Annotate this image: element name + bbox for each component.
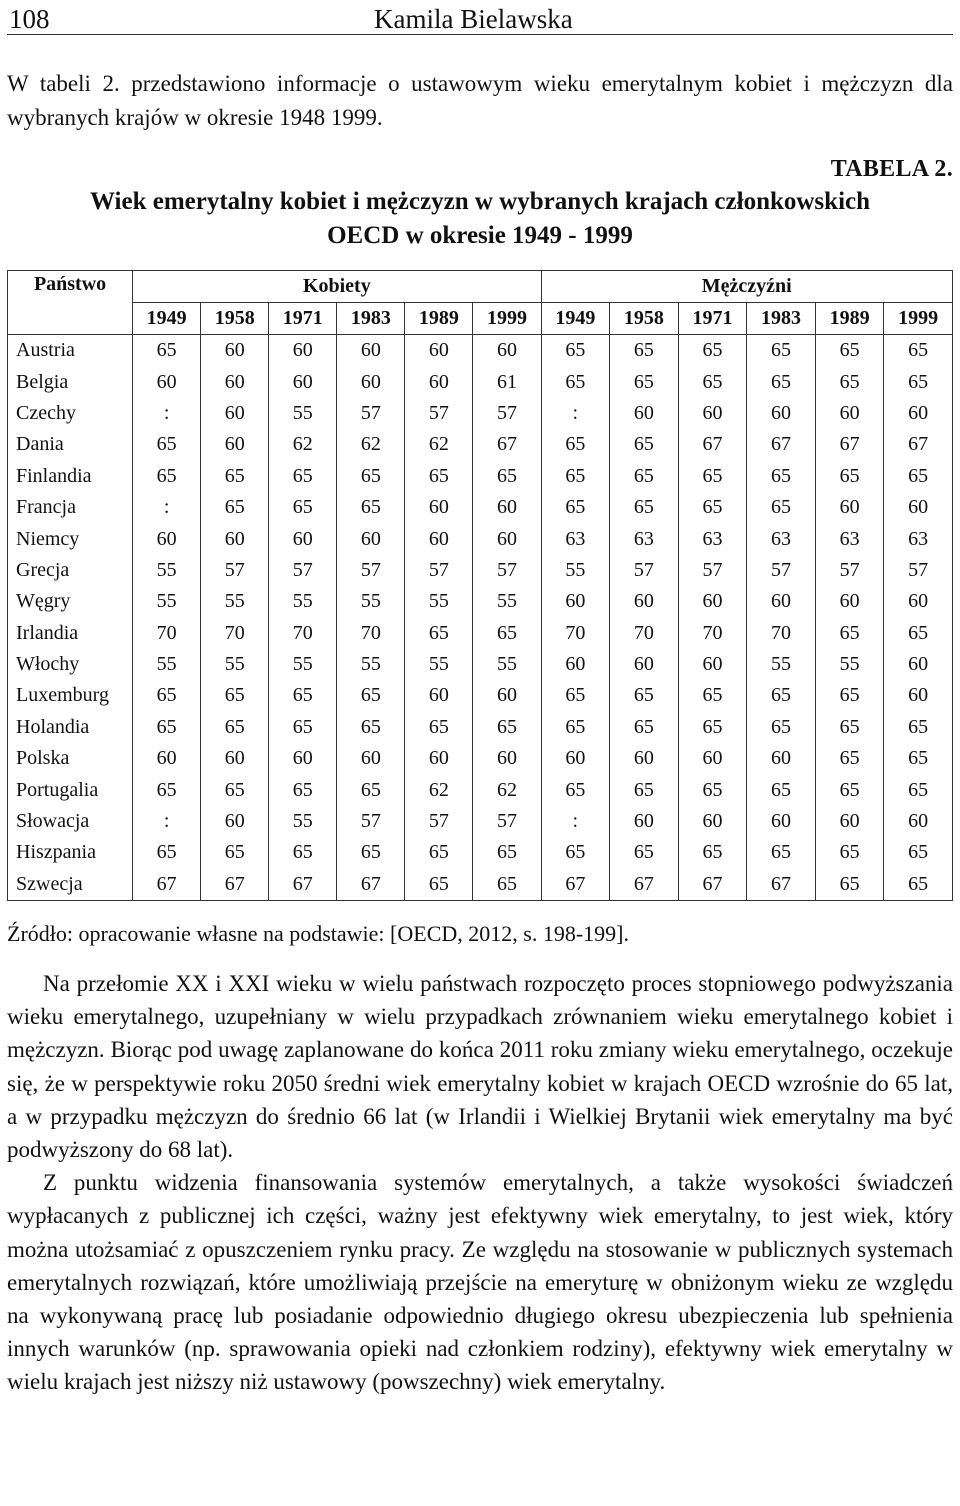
country-cell: Niemcy [8,523,133,554]
men-age-cell: 65 [884,366,953,397]
men-age-cell: 65 [815,774,884,805]
men-age-cell: 65 [541,335,610,367]
page-number: 108 [9,4,50,34]
men-age-cell: 67 [815,429,884,460]
women-age-cell: 65 [269,461,337,492]
men-age-cell: 65 [678,774,747,805]
men-age-cell: 65 [610,680,679,711]
country-cell: Dania [8,429,133,460]
women-age-cell: 65 [473,869,541,901]
men-age-cell: 65 [541,492,610,523]
women-age-cell: 60 [405,523,473,554]
women-age-cell: 55 [405,649,473,680]
intro-paragraph: W tabeli 2. przedstawiono informacje o ustawowym wieku emerytalnym kobiet i mężczyzn dla wybranych krajów w okresie 1948 1999. [7,71,953,130]
women-age-cell: 60 [269,335,337,367]
men-age-cell: 70 [610,618,679,649]
country-cell: Szwecja [8,869,133,901]
men-age-cell: 60 [678,806,747,837]
men-age-cell: 70 [747,618,816,649]
men-age-cell: 65 [678,366,747,397]
men-age-cell: 65 [815,618,884,649]
men-age-cell: 57 [884,555,953,586]
men-age-cell: 65 [815,461,884,492]
country-cell: Irlandia [8,618,133,649]
women-age-cell: 65 [201,461,269,492]
men-age-cell: 65 [815,837,884,868]
table-row [8,398,953,429]
year-header-women: 1949 [133,303,201,335]
women-age-cell: 60 [133,743,201,774]
country-cell: Finlandia [8,461,133,492]
men-age-cell: 60 [610,806,679,837]
men-age-cell: 65 [541,429,610,460]
men-age-cell: 63 [678,523,747,554]
men-age-cell: 65 [884,774,953,805]
men-age-cell: 63 [610,523,679,554]
running-head: Kamila Bielawska [374,4,573,34]
women-age-cell: 67 [201,869,269,901]
women-age-cell: 60 [133,366,201,397]
men-age-cell: : [541,806,610,837]
women-age-cell: 55 [269,398,337,429]
men-age-cell: 65 [815,743,884,774]
women-age-cell: 65 [337,774,405,805]
women-age-cell: 67 [269,869,337,901]
women-age-cell: 65 [201,492,269,523]
women-age-cell: : [133,806,201,837]
men-age-cell: 63 [747,523,816,554]
men-age-cell: 60 [815,398,884,429]
table-row [8,523,953,554]
women-age-cell: 67 [473,429,541,460]
women-age-cell: 65 [133,680,201,711]
country-cell: Grecja [8,555,133,586]
women-age-cell: 60 [201,429,269,460]
men-age-cell: 65 [747,335,816,367]
year-header-women: 1971 [269,303,337,335]
table-body [8,335,953,901]
men-age-cell: 65 [610,335,679,367]
table-row [8,837,953,868]
men-age-cell: 65 [678,680,747,711]
men-age-cell: 65 [610,837,679,868]
women-age-cell: 60 [405,680,473,711]
men-age-cell: 60 [884,680,953,711]
men-age-cell: 60 [815,586,884,617]
men-age-cell: 60 [747,398,816,429]
retirement-age-table [7,270,953,901]
women-age-cell: 60 [473,492,541,523]
men-age-cell: 65 [747,492,816,523]
country-cell: Luxemburg [8,680,133,711]
women-age-cell: 60 [405,335,473,367]
women-age-cell: 60 [337,523,405,554]
men-age-cell: 65 [884,461,953,492]
women-age-cell: 65 [133,837,201,868]
country-cell: Austria [8,335,133,367]
women-age-cell: 62 [405,774,473,805]
year-header-women: 1958 [201,303,269,335]
women-age-cell: 65 [201,712,269,743]
men-age-cell: 60 [884,649,953,680]
women-age-cell: 65 [337,680,405,711]
men-age-cell: 65 [541,837,610,868]
men-age-cell: 60 [678,649,747,680]
men-age-cell: 65 [884,837,953,868]
women-age-cell: 55 [201,586,269,617]
table-group-header-row [8,271,953,303]
men-age-cell: 65 [610,366,679,397]
year-header-women: 1983 [337,303,405,335]
men-age-cell: 65 [610,461,679,492]
men-age-cell: 60 [884,586,953,617]
men-age-cell: 60 [610,586,679,617]
table-row [8,743,953,774]
table-label: TABELA 2. [830,156,953,182]
women-age-cell: 65 [337,837,405,868]
men-age-cell: 60 [610,743,679,774]
women-age-cell: 60 [473,335,541,367]
women-age-cell: 57 [473,555,541,586]
women-age-cell: 62 [269,429,337,460]
men-age-cell: 65 [815,335,884,367]
men-age-cell: 65 [815,366,884,397]
country-cell: Holandia [8,712,133,743]
women-age-cell: 60 [405,366,473,397]
women-age-cell: 70 [201,618,269,649]
men-age-cell: 67 [747,429,816,460]
women-age-cell: 55 [473,649,541,680]
women-age-cell: 65 [133,335,201,367]
table-row [8,366,953,397]
women-age-cell: 62 [337,429,405,460]
men-age-cell: 60 [815,806,884,837]
men-age-cell: 55 [541,555,610,586]
table-row [8,586,953,617]
women-age-cell: 55 [133,586,201,617]
women-age-cell: 60 [337,743,405,774]
men-age-cell: 67 [678,429,747,460]
women-age-cell: 60 [337,366,405,397]
women-age-cell: 60 [473,523,541,554]
table-title-line-1: Wiek emerytalny kobiet i mężczyzn w wybranych krajach członkowskich [89,188,871,215]
women-age-cell: 60 [473,743,541,774]
men-age-cell: 60 [747,586,816,617]
country-cell: Francja [8,492,133,523]
women-age-cell: : [133,492,201,523]
women-age-cell: 60 [201,806,269,837]
women-age-cell: 55 [269,586,337,617]
men-age-cell: 65 [541,774,610,805]
women-age-cell: 55 [133,555,201,586]
table-row [8,680,953,711]
women-age-cell: 65 [133,461,201,492]
women-age-cell: 57 [473,806,541,837]
women-age-cell: 57 [269,555,337,586]
women-age-cell: 60 [201,743,269,774]
women-age-cell: 55 [269,806,337,837]
table-row [8,335,953,367]
men-age-cell: 55 [747,649,816,680]
men-age-cell: : [541,398,610,429]
men-age-cell: 65 [747,461,816,492]
men-age-cell: 57 [815,555,884,586]
men-age-cell: 67 [884,429,953,460]
women-age-cell: 55 [133,649,201,680]
women-age-cell: 55 [269,649,337,680]
women-age-cell: 65 [269,712,337,743]
body-paragraph-2: Z punktu widzenia finansowania systemów emerytalnych, a także wysokości świadczeń wypłacanych z publicznej ich części, ważny jest efektywny wiek emerytalny, to jest wiek, który można utożsamiać z opuszczeniem rynku pracy. Ze względu na stosowanie w publicznych systemach emerytalnych rozwiązań, które umożliwiają przejście na emeryturę w obniżonym wieku ze względu na wykonywaną pracę lub posiadanie odpowiednio długiego okresu ubezpieczenia lub spełnienia innych warunków (np. sprawowania opieki nad członkiem rodziny), efektywny wiek emerytalny w wielu krajach jest niższy niż ustawowy (powszechny) wiek emerytalny. [7,1170,953,1395]
men-age-cell: 57 [610,555,679,586]
men-age-cell: 60 [815,492,884,523]
country-cell: Węgry [8,586,133,617]
year-header-men: 1983 [747,303,816,335]
women-age-cell: 70 [269,618,337,649]
women-age-cell: 62 [405,429,473,460]
men-age-cell: 65 [678,712,747,743]
women-age-cell: 65 [201,837,269,868]
women-age-cell: 61 [473,366,541,397]
women-age-cell: 57 [337,555,405,586]
women-age-cell: 60 [269,523,337,554]
women-age-cell: 65 [133,429,201,460]
women-age-cell: 60 [405,492,473,523]
table-row [8,555,953,586]
men-age-cell: 65 [610,774,679,805]
men-age-cell: 65 [815,712,884,743]
year-header-men: 1958 [610,303,679,335]
table-row [8,869,953,901]
men-age-cell: 60 [747,743,816,774]
men-age-cell: 60 [678,398,747,429]
table-source-note: Źródło: opracowanie własne na podstawie: [OECD, 2012, s. 198-199]. [7,921,629,947]
women-age-cell: 55 [405,586,473,617]
women-age-cell: 55 [473,586,541,617]
women-age-cell: 65 [201,774,269,805]
men-age-cell: 65 [610,429,679,460]
page-header [7,0,953,35]
women-age-cell: : [133,398,201,429]
women-age-cell: 60 [269,366,337,397]
country-cell: Czechy [8,398,133,429]
women-age-cell: 65 [473,461,541,492]
women-age-cell: 55 [337,649,405,680]
men-age-cell: 60 [678,743,747,774]
men-age-cell: 60 [884,806,953,837]
women-age-cell: 60 [473,680,541,711]
women-age-cell: 60 [405,743,473,774]
men-age-cell: 65 [678,461,747,492]
women-age-cell: 55 [337,586,405,617]
men-age-cell: 65 [815,869,884,901]
women-age-cell: 65 [133,774,201,805]
women-age-cell: 65 [405,461,473,492]
men-age-cell: 65 [747,774,816,805]
women-age-cell: 65 [337,492,405,523]
men-age-cell: 65 [541,366,610,397]
men-age-cell: 60 [541,743,610,774]
country-cell: Portugalia [8,774,133,805]
women-age-cell: 65 [473,837,541,868]
men-age-cell: 65 [747,680,816,711]
year-header-men: 1989 [815,303,884,335]
women-age-cell: 65 [201,680,269,711]
men-age-cell: 63 [884,523,953,554]
women-age-cell: 65 [133,712,201,743]
men-age-cell: 65 [678,492,747,523]
men-age-cell: 55 [815,649,884,680]
men-age-cell: 70 [678,618,747,649]
women-age-cell: 65 [405,712,473,743]
table-row [8,461,953,492]
men-age-cell: 60 [678,586,747,617]
men-age-cell: 65 [884,712,953,743]
men-age-cell: 65 [884,618,953,649]
women-age-cell: 70 [337,618,405,649]
men-age-cell: 65 [678,335,747,367]
women-age-cell: 65 [337,712,405,743]
women-age-cell: 57 [405,555,473,586]
men-age-cell: 60 [884,398,953,429]
men-age-cell: 65 [884,743,953,774]
men-age-cell: 65 [747,712,816,743]
women-age-cell: 65 [337,461,405,492]
men-age-cell: 70 [541,618,610,649]
men-age-cell: 63 [815,523,884,554]
country-cell: Hiszpania [8,837,133,868]
women-group-header: Kobiety [133,271,541,303]
women-age-cell: 62 [473,774,541,805]
women-age-cell: 65 [269,680,337,711]
country-cell: Polska [8,743,133,774]
men-age-cell: 65 [747,366,816,397]
women-age-cell: 65 [269,492,337,523]
women-age-cell: 57 [473,398,541,429]
women-age-cell: 57 [201,555,269,586]
table-year-header-row [8,303,953,335]
men-age-cell: 65 [610,712,679,743]
women-age-cell: 57 [337,806,405,837]
men-age-cell: 65 [541,461,610,492]
women-age-cell: 57 [337,398,405,429]
men-age-cell: 60 [541,586,610,617]
men-age-cell: 60 [747,806,816,837]
country-column-header: Państwo [8,271,133,335]
men-age-cell: 63 [541,523,610,554]
body-paragraph-1: Na przełomie XX i XXI wieku w wielu państwach rozpoczęto proces stopniowego podwyższania wieku emerytalnego, uzupełniany w wielu przypadkach zrównaniem wieku emerytalnego kobiet i mężczyzn. Biorąc pod uwagę zaplanowane do końca 2011 roku zmiany wieku emerytalnego, oczekuje się, że w perspektywie roku 2050 średni wiek emerytalny kobiet w krajach OECD wzrośnie do 65 lat, a w przypadku mężczyzn do średnio 66 lat (w Irlandii i Wielkiej Brytanii wiek emerytalny ma być podwyższony do 68 lat). [7,971,953,1163]
year-header-women: 1989 [405,303,473,335]
table-row [8,618,953,649]
women-age-cell: 60 [133,523,201,554]
year-header-men: 1949 [541,303,610,335]
men-age-cell: 57 [747,555,816,586]
women-age-cell: 65 [405,837,473,868]
women-age-cell: 60 [337,335,405,367]
women-age-cell: 65 [405,618,473,649]
men-age-cell: 67 [541,869,610,901]
women-age-cell: 60 [201,366,269,397]
men-age-cell: 60 [541,649,610,680]
women-age-cell: 65 [473,712,541,743]
table-row [8,774,953,805]
year-header-men: 1971 [678,303,747,335]
men-age-cell: 65 [815,680,884,711]
women-age-cell: 60 [201,523,269,554]
women-age-cell: 60 [269,743,337,774]
table-row [8,806,953,837]
table-row [8,429,953,460]
men-age-cell: 65 [541,712,610,743]
table-row [8,712,953,743]
women-age-cell: 57 [405,398,473,429]
men-age-cell: 67 [747,869,816,901]
men-age-cell: 65 [747,837,816,868]
year-header-men: 1999 [884,303,953,335]
body-text [7,967,953,1399]
table-title [7,185,953,253]
women-age-cell: 60 [201,398,269,429]
men-age-cell: 60 [610,398,679,429]
women-age-cell: 55 [201,649,269,680]
men-group-header: Mężczyźni [541,271,952,303]
women-age-cell: 65 [269,837,337,868]
country-cell: Belgia [8,366,133,397]
country-cell: Włochy [8,649,133,680]
year-header-women: 1999 [473,303,541,335]
table-title-line-2: OECD w okresie 1949 - 1999 [327,222,633,249]
men-age-cell: 67 [610,869,679,901]
men-age-cell: 65 [678,837,747,868]
men-age-cell: 65 [610,492,679,523]
women-age-cell: 65 [269,774,337,805]
women-age-cell: 65 [405,869,473,901]
country-cell: Słowacja [8,806,133,837]
men-age-cell: 65 [884,335,953,367]
women-age-cell: 60 [201,335,269,367]
table-row [8,492,953,523]
men-age-cell: 65 [884,869,953,901]
women-age-cell: 67 [337,869,405,901]
men-age-cell: 60 [884,492,953,523]
men-age-cell: 60 [610,649,679,680]
women-age-cell: 65 [473,618,541,649]
men-age-cell: 57 [678,555,747,586]
men-age-cell: 65 [541,680,610,711]
women-age-cell: 57 [405,806,473,837]
women-age-cell: 67 [133,869,201,901]
men-age-cell: 67 [678,869,747,901]
table-row [8,649,953,680]
women-age-cell: 70 [133,618,201,649]
